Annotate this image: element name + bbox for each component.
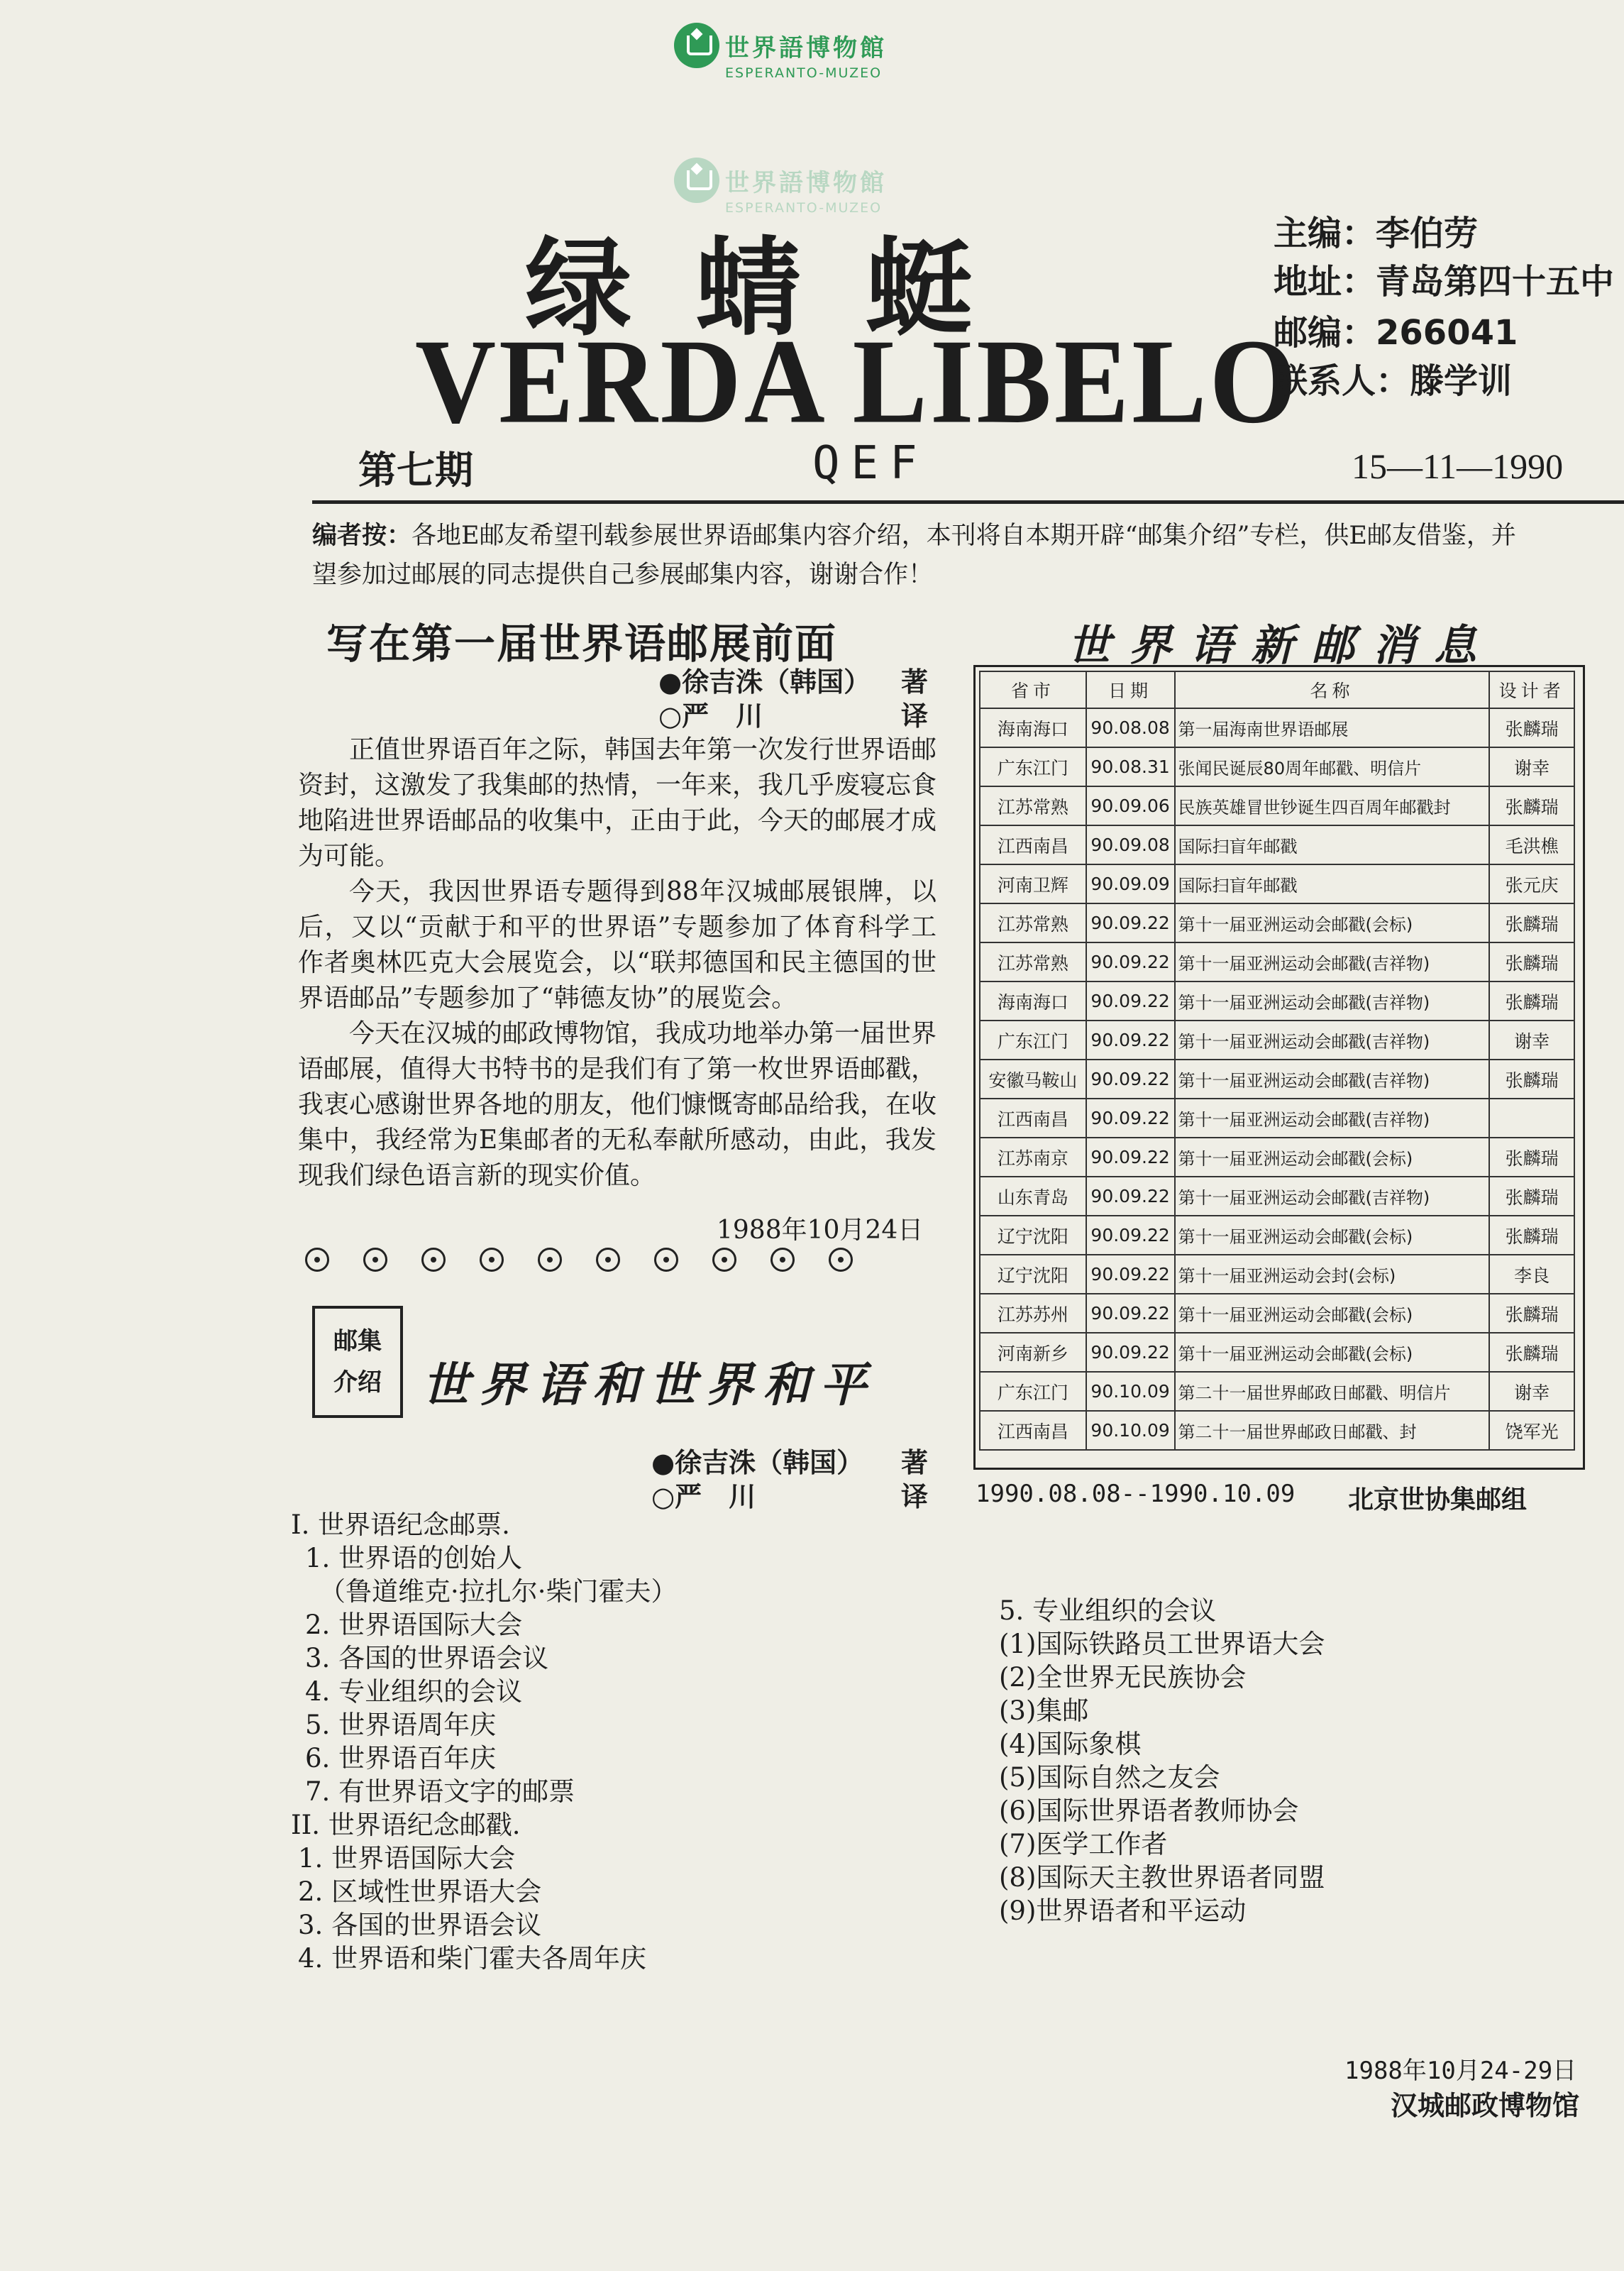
table-cell: 第一届海南世界语邮展 (1175, 708, 1490, 747)
table-cell: 广东江门 (980, 747, 1086, 786)
list-item: I. 世界语纪念邮票. (291, 1510, 510, 1540)
editor-note-label: 编者按： (312, 522, 412, 550)
table-row (980, 1333, 1574, 1372)
table-cell: 90.09.22 (1086, 942, 1175, 981)
article1-author-role: 著 (901, 666, 929, 698)
list-item: II. 世界语纪念邮戳. (291, 1810, 521, 1840)
table-cell: 第二十一届世界邮政日邮戳、封 (1175, 1411, 1490, 1450)
list-item: (1)国际铁路员工世界语大会 (999, 1629, 1325, 1659)
table-cell: 国际扫盲年邮戳 (1175, 825, 1490, 864)
table-cell (1489, 1099, 1574, 1138)
table-cell: 第十一届亚洲运动会封(会标) (1175, 1255, 1490, 1294)
article1-title: 写在第一届世界语邮展前面 (326, 620, 838, 668)
article2-date: 1988年10月24-29日 (1344, 2057, 1577, 2085)
table-header-row (980, 671, 1574, 708)
table-row (980, 1099, 1574, 1138)
table-cell: 第十一届亚洲运动会邮戳(吉祥物) (1175, 942, 1490, 981)
column-label-box (312, 1306, 403, 1418)
table-cell: 张闻民诞辰80周年邮戳、明信片 (1175, 747, 1490, 786)
table-row (980, 981, 1574, 1021)
list-item: (5)国际自然之友会 (999, 1762, 1220, 1793)
divider-circle-icon (480, 1248, 504, 1272)
stamp-news-period: 1990.08.08--1990.10.09 (976, 1480, 1296, 1508)
table-cell: 张元庆 (1489, 864, 1574, 903)
table-cell: 河南卫辉 (980, 864, 1086, 903)
article2-list-right (999, 1594, 1325, 1928)
table-cell: 江苏常熟 (980, 903, 1086, 942)
table-cell: 90.09.09 (1086, 864, 1175, 903)
divider-circle-icon (305, 1248, 329, 1272)
table-cell: 第十一届亚洲运动会邮戳(吉祥物) (1175, 1060, 1490, 1099)
divider-circle-icon (363, 1248, 387, 1272)
table-cell: 第十一届亚洲运动会邮戳(会标) (1175, 1294, 1490, 1333)
table-cell: 谢幸 (1489, 1021, 1574, 1060)
column-label-line: 介绍 (333, 1368, 382, 1397)
table-cell: 90.09.22 (1086, 1021, 1175, 1060)
divider-circle-icon (770, 1248, 795, 1272)
table-row (980, 747, 1574, 786)
table-cell: 90.09.22 (1086, 1138, 1175, 1177)
table-cell: 90.09.22 (1086, 1294, 1175, 1333)
column-header: 日期 (1086, 671, 1175, 708)
museum-watermark: 世界語博物館 ESPERANTO-MUZEO (674, 23, 887, 81)
museum-logo-icon (674, 23, 719, 68)
table-row (980, 1138, 1574, 1177)
table-cell: 90.09.22 (1086, 1177, 1175, 1216)
table-cell: 毛洪樵 (1489, 825, 1574, 864)
table-cell: 辽宁沈阳 (980, 1216, 1086, 1255)
table-cell: 江苏南京 (980, 1138, 1086, 1177)
section-divider (305, 1248, 887, 1272)
table-cell: 江苏苏州 (980, 1294, 1086, 1333)
article2-author: ●徐吉洙（韩国） (651, 1446, 864, 1478)
table-cell: 90.09.22 (1086, 903, 1175, 942)
table-row (980, 1411, 1574, 1450)
article2-translator-role: 译 (901, 1480, 929, 1512)
list-item: (8)国际天主教世界语者同盟 (999, 1862, 1325, 1893)
article1-translator-role: 译 (901, 700, 929, 732)
table-cell: 江西南昌 (980, 1099, 1086, 1138)
masthead-contact: 联系人：滕学训 (1274, 361, 1513, 401)
list-item: 4. 世界语和柴门霍夫各周年庆 (298, 1943, 647, 1974)
divider-circle-icon (596, 1248, 620, 1272)
table-row (980, 825, 1574, 864)
table-cell: 90.10.09 (1086, 1411, 1175, 1450)
article1-paragraph: 今天在汉城的邮政博物馆，我成功地举办第一届世界语邮展，值得大书特书的是我们有了第一枚世界语邮戳，我衷心感谢世界各地的朋友，他们慷慨寄邮品给我，在收集中，我经常为E集邮者的无私奉献所感动，由此，我发现我们绿色语言新的现实价值。 (298, 1019, 937, 1190)
editor-note (312, 517, 1518, 595)
table-cell: 江苏常熟 (980, 786, 1086, 825)
column-header: 名称 (1175, 671, 1490, 708)
table-cell: 国际扫盲年邮戳 (1175, 864, 1490, 903)
museum-watermark-faint: 世界語博物館 ESPERANTO-MUZEO (674, 158, 887, 216)
table-cell: 张麟瑞 (1489, 1060, 1574, 1099)
table-cell: 第二十一届世界邮政日邮戳、明信片 (1175, 1372, 1490, 1411)
column-label-line: 邮集 (333, 1327, 382, 1356)
list-item: 6. 世界语百年庆 (305, 1743, 497, 1774)
table-row (980, 1177, 1574, 1216)
masthead-postcode: 邮编：266041 (1274, 313, 1518, 353)
table-cell: 张麟瑞 (1489, 1177, 1574, 1216)
masthead-address: 地址：青岛第四十五中 (1274, 262, 1615, 302)
stamp-news-source: 北京世协集邮组 (1348, 1485, 1528, 1514)
table-row (980, 1294, 1574, 1333)
table-cell: 李良 (1489, 1255, 1574, 1294)
list-item: 5. 世界语周年庆 (305, 1710, 497, 1740)
list-item: 3. 各国的世界语会议 (305, 1643, 549, 1673)
column-header: 设计者 (1489, 671, 1574, 708)
table-cell: 90.09.06 (1086, 786, 1175, 825)
table-row (980, 864, 1574, 903)
table-cell: 江西南昌 (980, 1411, 1086, 1450)
table-row (980, 903, 1574, 942)
stamp-news-title: 世界语新邮消息 (1068, 621, 1495, 671)
table-cell: 90.09.22 (1086, 1216, 1175, 1255)
table-cell: 谢幸 (1489, 747, 1574, 786)
masthead-editor: 主编：李伯劳 (1274, 214, 1479, 253)
table-cell: 张麟瑞 (1489, 942, 1574, 981)
table-cell: 张麟瑞 (1489, 1333, 1574, 1372)
table-cell: 第十一届亚洲运动会邮戳(吉祥物) (1175, 981, 1490, 1021)
table-cell: 第十一届亚洲运动会邮戳(会标) (1175, 903, 1490, 942)
table-cell: 90.09.22 (1086, 1333, 1175, 1372)
table-cell: 海南海口 (980, 708, 1086, 747)
table-cell: 第十一届亚洲运动会邮戳(会标) (1175, 1333, 1490, 1372)
article1-date: 1988年10月24日 (717, 1216, 924, 1245)
table-cell: 90.09.22 (1086, 981, 1175, 1021)
table-row (980, 942, 1574, 981)
table-cell: 广东江门 (980, 1372, 1086, 1411)
table-cell: 张麟瑞 (1489, 1138, 1574, 1177)
table-cell: 辽宁沈阳 (980, 1255, 1086, 1294)
table-cell: 90.09.08 (1086, 825, 1175, 864)
list-item: (6)国际世界语者教师协会 (999, 1796, 1299, 1826)
list-item: 5. 专业组织的会议 (999, 1595, 1217, 1626)
table-cell: 安徽马鞍山 (980, 1060, 1086, 1099)
table-cell: 90.09.22 (1086, 1255, 1175, 1294)
list-item: (2)全世界无民族协会 (999, 1662, 1247, 1693)
table-cell: 海南海口 (980, 981, 1086, 1021)
list-item: 7. 有世界语文字的邮票 (305, 1776, 575, 1807)
article1-translator: ○严 川 (658, 700, 763, 732)
table-cell: 90.09.22 (1086, 1099, 1175, 1138)
table-cell: 90.08.31 (1086, 747, 1175, 786)
article2-translator: ○严 川 (651, 1480, 756, 1512)
table-cell: 江苏常熟 (980, 942, 1086, 981)
museum-logo-icon (674, 158, 719, 203)
list-item: （鲁道维克·拉扎尔·柴门霍夫） (319, 1576, 678, 1607)
table-row (980, 1255, 1574, 1294)
table-cell: 90.08.08 (1086, 708, 1175, 747)
table-cell: 张麟瑞 (1489, 903, 1574, 942)
issue-date: 15—11—1990 (1352, 446, 1564, 486)
list-item: (3)集邮 (999, 1695, 1089, 1726)
list-item: 4. 专业组织的会议 (305, 1676, 523, 1707)
divider-circle-icon (712, 1248, 736, 1272)
table-cell: 90.10.09 (1086, 1372, 1175, 1411)
table-row (980, 1021, 1574, 1060)
table-row (980, 786, 1574, 825)
divider-circle-icon (829, 1248, 853, 1272)
article1-paragraph: 今天，我因世界语专题得到88年汉城邮展银牌，以后，又以“贡献于和平的世界语”专题参加了体育科学工作者奥林匹克大会展览会，以“联邦德国和民主德国的世界语邮品”专题参加了“韩德友协”的展览会。 (298, 877, 937, 1013)
masthead-rule (312, 500, 1624, 504)
article2-org: 汉城邮政博物馆 (1391, 2089, 1580, 2121)
issue-code: QEF (812, 437, 929, 490)
table-cell: 饶军光 (1489, 1411, 1574, 1450)
table-row (980, 1372, 1574, 1411)
table-cell: 张麟瑞 (1489, 708, 1574, 747)
article1-paragraph: 正值世界语百年之际，韩国去年第一次发行世界语邮资封，这激发了我集邮的热情，一年来，我几乎废寝忘食地陷进世界语邮品的收集中，正由于此，今天的邮展才成为可能。 (298, 735, 937, 871)
table-cell: 谢幸 (1489, 1372, 1574, 1411)
list-item: (9)世界语者和平运动 (999, 1896, 1247, 1926)
divider-circle-icon (654, 1248, 678, 1272)
table-cell: 张麟瑞 (1489, 1216, 1574, 1255)
table-cell: 广东江门 (980, 1021, 1086, 1060)
list-item: 2. 世界语国际大会 (305, 1610, 523, 1640)
article1-body (298, 732, 937, 1194)
table-cell: 第十一届亚洲运动会邮戳(会标) (1175, 1216, 1490, 1255)
masthead-title-cn: 绿蜻蜓 (525, 226, 1037, 351)
table-cell: 第十一届亚洲运动会邮戳(会标) (1175, 1138, 1490, 1177)
divider-circle-icon (538, 1248, 562, 1272)
list-item: 1. 世界语国际大会 (298, 1843, 516, 1874)
table-row (980, 708, 1574, 747)
table-cell: 第十一届亚洲运动会邮戳(吉祥物) (1175, 1099, 1490, 1138)
list-item: 2. 区域性世界语大会 (298, 1876, 542, 1907)
table-cell: 山东青岛 (980, 1177, 1086, 1216)
stamp-news-table (979, 671, 1575, 1451)
list-item: 1. 世界语的创始人 (305, 1543, 523, 1573)
table-row (980, 1060, 1574, 1099)
table-row (980, 1216, 1574, 1255)
editor-note-text: 各地E邮友希望刊载参展世界语邮集内容介绍，本刊将自本期开辟“邮集介绍”专栏，供E邮友借鉴，并望参加过邮展的同志提供自己参展邮集内容，谢谢合作！ (312, 522, 1516, 589)
divider-circle-icon (421, 1248, 446, 1272)
table-cell: 第十一届亚洲运动会邮戳(吉祥物) (1175, 1177, 1490, 1216)
article2-list-left (291, 1508, 678, 1975)
article2-title: 世界语和世界和平 (422, 1357, 876, 1412)
table-cell: 第十一届亚洲运动会邮戳(吉祥物) (1175, 1021, 1490, 1060)
column-header: 省市 (980, 671, 1086, 708)
table-cell: 河南新乡 (980, 1333, 1086, 1372)
issue-number: 第七期 (358, 448, 473, 493)
list-item: 3. 各国的世界语会议 (298, 1910, 542, 1940)
table-cell: 民族英雄冒世钞诞生四百周年邮戳封 (1175, 786, 1490, 825)
table-cell: 90.09.22 (1086, 1060, 1175, 1099)
table-cell: 张麟瑞 (1489, 786, 1574, 825)
article1-author: ●徐吉洙（韩国） (658, 666, 871, 698)
masthead-title-eo: VERDA LIBELO (415, 314, 1300, 449)
article2-author-role: 著 (901, 1446, 929, 1478)
table-cell: 张麟瑞 (1489, 981, 1574, 1021)
list-item: (4)国际象棋 (999, 1729, 1142, 1759)
table-cell: 江西南昌 (980, 825, 1086, 864)
list-item: (7)医学工作者 (999, 1829, 1168, 1859)
table-cell: 张麟瑞 (1489, 1294, 1574, 1333)
